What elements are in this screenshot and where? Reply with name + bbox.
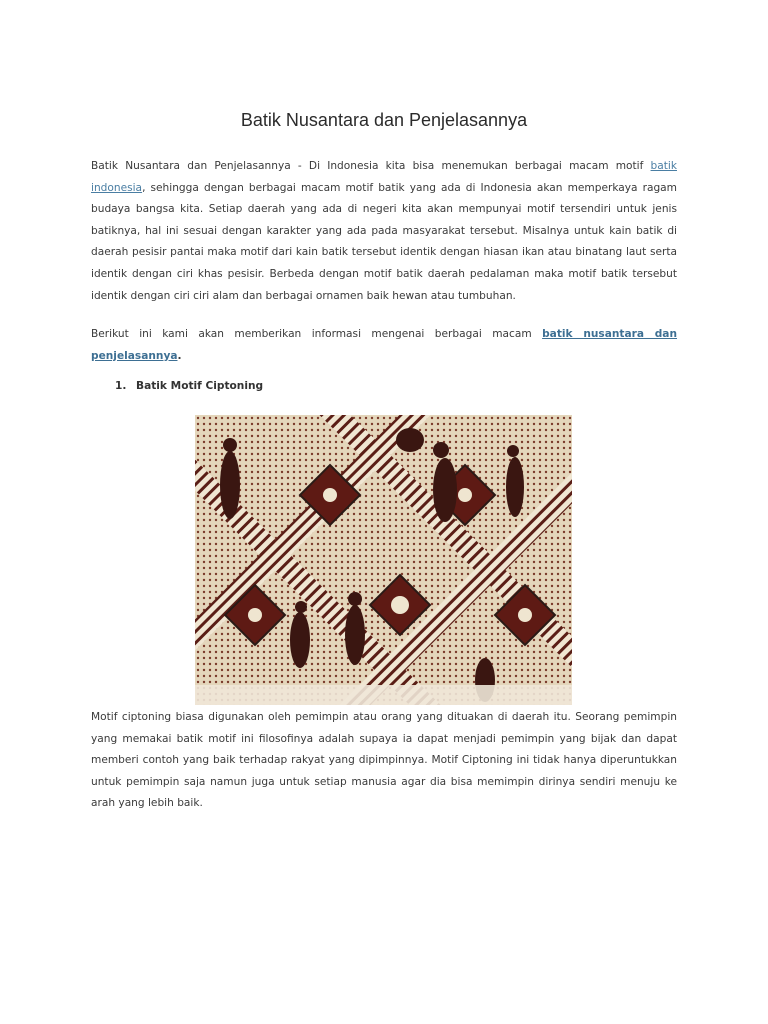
batik-indonesia-link[interactable]: batik indonesia [91,160,677,194]
page-title: Batik Nusantara dan Penjelasannya [240,110,528,130]
list-number: 1. [115,380,127,392]
ciptoning-description: Motif ciptoning biasa digunakan oleh pemimpin atau orang yang dituakan di daerah itu. Seorang pemimpin yang memakai batik motif ini filosofinya adalah supaya ia dapat menjadi pemimpin yang bijak dan dapat memberi contoh yang baik terhadap rakyat yang dipimpinnya. Motif Ciptoning ini tidak hanya diperuntukkan untuk pemimpin saja namun juga untuk setiap manusia agar dia bisa memimpin dirinya sendiri menuju ke arah yang lebih baik. [91,711,677,810]
intro-paragraph [91,156,677,307]
intro-text-end: , sehingga dengan berbagai macam motif batik yang ada di Indonesia akan memperkaya ragam budaya bangsa kita. Setiap daerah yang ada di negeri kita akan mempunyai motif tersendiri untuk jenis batiknya, hal ini sesuai dengan karakter yang ada pada masyarakat tersebut. Misalnya untuk kain batik di daerah pesisir pantai maka motif dari kain batik tersebut identik dengan hiasan ikan atau binatang laut serta identik dengan ciri khas pesisir. Berbeda dengan motif batik daerah pedalaman maka motif batik tersebut identik dengan ciri ciri alam dan berbagai ornamen baik hewan atau tumbuhan. [91,181,677,302]
info-paragraph [91,324,677,367]
batik-nusantara-link[interactable]: batik nusantara dan penjelasannya [91,328,678,362]
intro-text-start: Batik Nusantara dan Penjelasannya - Di Indonesia kita bisa menemukan berbagai macam motif [91,160,651,172]
info-text-start: Berikut ini kami akan memberikan informasi mengenai berbagai macam [91,328,543,340]
list-label: Batik Motif Ciptoning [136,380,264,392]
list-item [115,380,263,392]
batik-ciptoning-image [195,415,572,705]
info-text-end: . [177,349,182,362]
